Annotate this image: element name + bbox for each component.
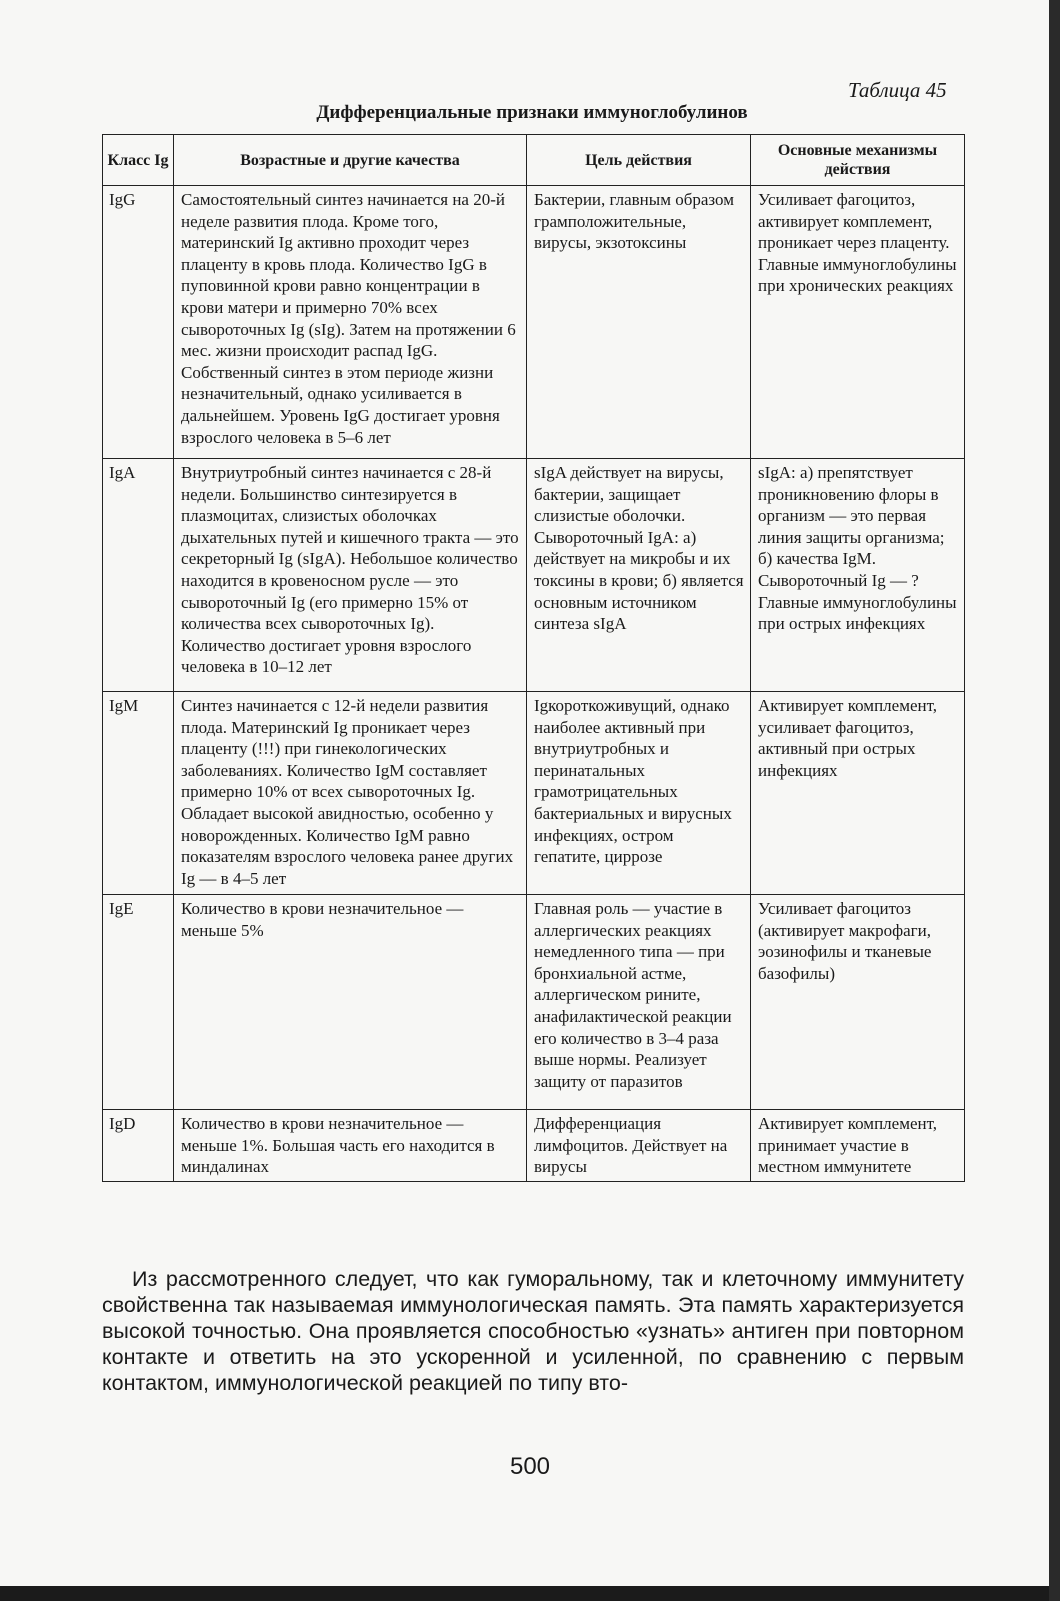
header-mechanism: Основные механизмы действия — [751, 135, 965, 186]
mechanism-cell: Усиливает фагоцитоз, активирует комплемент, проникает через плаценту. Главные иммуноглобулины при хронических реакциях — [751, 186, 965, 459]
table-number: Таблица 45 — [848, 78, 947, 102]
class-cell: IgM — [103, 692, 174, 895]
age-cell: Количество в крови незначительное — меньше 1%. Большая часть его находится в миндалинах — [174, 1110, 527, 1182]
class-cell: IgA — [103, 459, 174, 692]
target-cell: Igкороткоживущий, однако наиболее активный при внутриутробных и перинатальных грамотрицательных бактериальных и вирусных инфекциях, остром гепатите, циррозе — [527, 692, 751, 895]
age-cell: Самостоятельный синтез начинается на 20-й неделе развития плода. Кроме того, материнский Ig активно проходит через плаценту в кровь плода. Количество IgG в пуповинной крови равно концентрации в крови матери и примерно 70% всех сывороточных Ig (sIg). Затем на протяжении 6 мес. жизни происходит распад IgG. Собственный синтез в этом периоде жизни незначительный, однако усиливается в дальнейшем. Уровень IgG достигает уровня взрослого человека в 5–6 лет — [174, 186, 527, 459]
target-cell: Главная роль — участие в аллергических реакциях немедленного типа — при бронхиальной астме, аллергическом рините, анафилактической реакции его количество в 3–4 раза выше нормы. Реализует защиту от паразитов — [527, 895, 751, 1110]
table-row — [103, 1110, 965, 1182]
table-row — [103, 895, 965, 1110]
header-target: Цель действия — [527, 135, 751, 186]
mechanism-cell: Активирует комплемент, усиливает фагоцитоз, активный при острых инфекциях — [751, 692, 965, 895]
class-cell: IgD — [103, 1110, 174, 1182]
class-cell: IgG — [103, 186, 174, 459]
table-title: Дифференциальные признаки иммуноглобулинов — [316, 102, 748, 123]
class-cell: IgE — [103, 895, 174, 1110]
age-cell: Внутриутробный синтез начинается с 28-й недели. Большинство синтезируется в плазмоцитах, слизистых оболочках дыхательных путей и кишечного тракта — это секреторный Ig (sIgA). Небольшое количество находится в кровеносном русле — это сывороточный Ig (его примерно 15% от количества всех сывороточных Ig). Количество достигает уровня взрослого человека в 10–12 лет — [174, 459, 527, 692]
table-row — [103, 186, 965, 459]
table-row — [103, 459, 965, 692]
target-cell: sIgA действует на вирусы, бактерии, защищает слизистые оболочки. Сывороточный IgA: а) действует на микробы и их токсины в крови; б) является основным источником синтеза sIgA — [527, 459, 751, 692]
age-cell: Количество в крови незначительное — меньше 5% — [174, 895, 527, 1110]
target-cell: Дифференциация лимфоцитов. Действует на вирусы — [527, 1110, 751, 1182]
mechanism-cell: sIgA: а) препятствует проникновению флоры в организм — это первая линия защиты организма; б) качества IgM. Сывороточный Ig — ? Главные иммуноглобулины при острых инфекциях — [751, 459, 965, 692]
age-cell: Синтез начинается с 12-й недели развития плода. Материнский Ig проникает через плаценту (!!!) при гинекологических заболеваниях. Количество IgM составляет примерно 10% от всех сывороточных Ig. Обладает высокой авидностью, особенно у новорожденных. Количество IgM равно показателям взрослого человека ранее других Ig — в 4–5 лет — [174, 692, 527, 895]
mechanism-cell: Усиливает фагоцитоз (активирует макрофаги, эозинофилы и тканевые базофилы) — [751, 895, 965, 1110]
scan-bottom-edge — [0, 1586, 1060, 1601]
header-class: Класс Ig — [103, 135, 174, 186]
mechanism-cell: Активирует комплемент, принимает участие в местном иммунитете — [751, 1110, 965, 1182]
immunoglobulin-table — [102, 134, 965, 1182]
body-paragraph: Из рассмотренного следует, что как гуморальному, так и клеточному иммунитету свойственна так называемая иммунологическая память. Эта память характеризуется высокой точностью. Она проявляется способностью «узнать» антиген при повторном контакте и ответить на это ускоренной и усиленной, по сравнению с первым контактом, иммунологической реакцией по типу вто- — [102, 1267, 964, 1395]
scan-right-edge — [1049, 0, 1060, 1601]
target-cell: Бактерии, главным образом грамположительные, вирусы, экзотоксины — [527, 186, 751, 459]
table-row — [103, 692, 965, 895]
header-age: Возрастные и другие качества — [174, 135, 527, 186]
page-number: 500 — [509, 1453, 551, 1480]
table-header-row — [103, 135, 965, 186]
